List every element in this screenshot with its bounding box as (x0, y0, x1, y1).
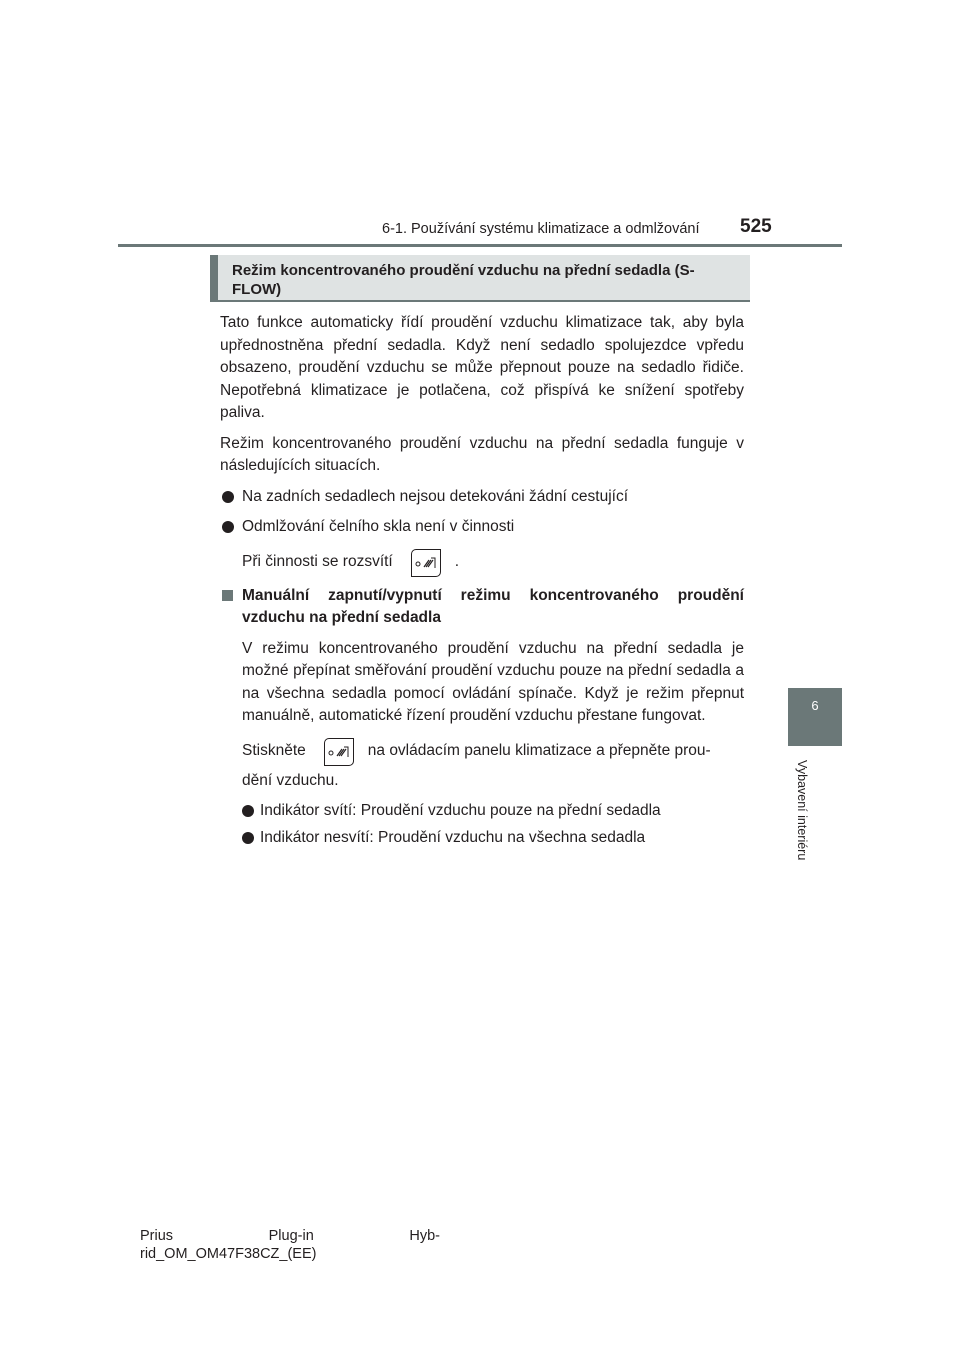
situations-paragraph: Režim koncentrovaného proudění vzduchu na přední sedadla funguje v následujících situacích. (220, 434, 744, 474)
chapter-label: Vybavení interiéru (795, 760, 809, 861)
footer-model-a: Prius (140, 1228, 174, 1244)
lights-note (220, 549, 744, 577)
list-item-text: Indikátor svítí: Proudění vzduchu pouze na přední sedadla (260, 802, 661, 819)
bullet-dot-icon (222, 491, 234, 503)
list-item-text: Odmlžování čelního skla není v činnosti (242, 518, 515, 535)
list-item (220, 486, 744, 509)
list-item (220, 800, 744, 823)
bullet-dot-icon (242, 832, 254, 844)
footer (140, 1227, 440, 1263)
list-item (220, 516, 744, 539)
subsection-heading (220, 585, 744, 630)
intro-paragraph: Tato funkce automaticky řídí proudění vzduchu klimatizace tak, aby byla upřednostněna přední sedadla. Když není sedadlo spolujezdce vpředu obsazeno, proudění vzduchu se může přepnout pouze na sedadlo řidiče. Nepotřebná klimatizace je potlačena, což přispívá ke snížení spotřeby paliva. (220, 314, 744, 421)
chapter-tab[interactable] (788, 688, 842, 746)
list-item-text: Na zadních sedadlech nejsou detekováni žádní cestující (242, 487, 629, 505)
bullet-dot-icon (242, 805, 254, 817)
footer-model-c: Hyb- (409, 1228, 440, 1244)
main-content (220, 312, 744, 853)
footer-code: rid_OM_OM47F38CZ_(EE) (140, 1246, 317, 1262)
lights-note-end: . (454, 553, 460, 571)
press-text-before: Stiskněte (242, 742, 306, 760)
press-instruction (220, 738, 744, 766)
subsection-title: Manuální zapnutí/vypnutí režimu koncentrovaného proudění vzduchu na přední sedadla (242, 586, 744, 626)
s-flow-switch-icon (324, 738, 354, 766)
footer-model-b: Plug-in (268, 1228, 314, 1244)
press-text-continuation: dění vzduchu. (242, 771, 339, 789)
press-text-after: na ovládacím panelu klimatizace a přepněte prou- (367, 742, 711, 760)
section-heading-box (210, 255, 750, 302)
square-bullet-icon (222, 590, 233, 601)
header-divider (118, 244, 842, 247)
section-title: Režim koncentrovaného proudění vzduchu na přední sedadla (S-FLOW) (232, 262, 695, 298)
list-item-text: Indikátor nesvítí: Proudění vzduchu na všechna sedadla (260, 828, 646, 846)
subsection-paragraph: V režimu koncentrovaného proudění vzduchu na přední sedadla je možné přepínat směřování proudění vzduchu pouze na přední sedadla a na všechna sedadla pomocí ovládání spínače. Když je režim přepnut manuálně, automatické řízení proudění vzduchu přestane fungovat. (242, 639, 744, 724)
page-number: 525 (740, 216, 772, 237)
bullet-dot-icon (222, 521, 234, 533)
header-section-title: 6-1. Používání systému klimatizace a odmlžování (382, 221, 700, 237)
lights-note-text: Při činnosti se rozsvítí (242, 553, 393, 571)
list-item (220, 827, 744, 850)
chapter-number: 6 (811, 698, 819, 713)
s-flow-switch-icon (411, 549, 441, 577)
